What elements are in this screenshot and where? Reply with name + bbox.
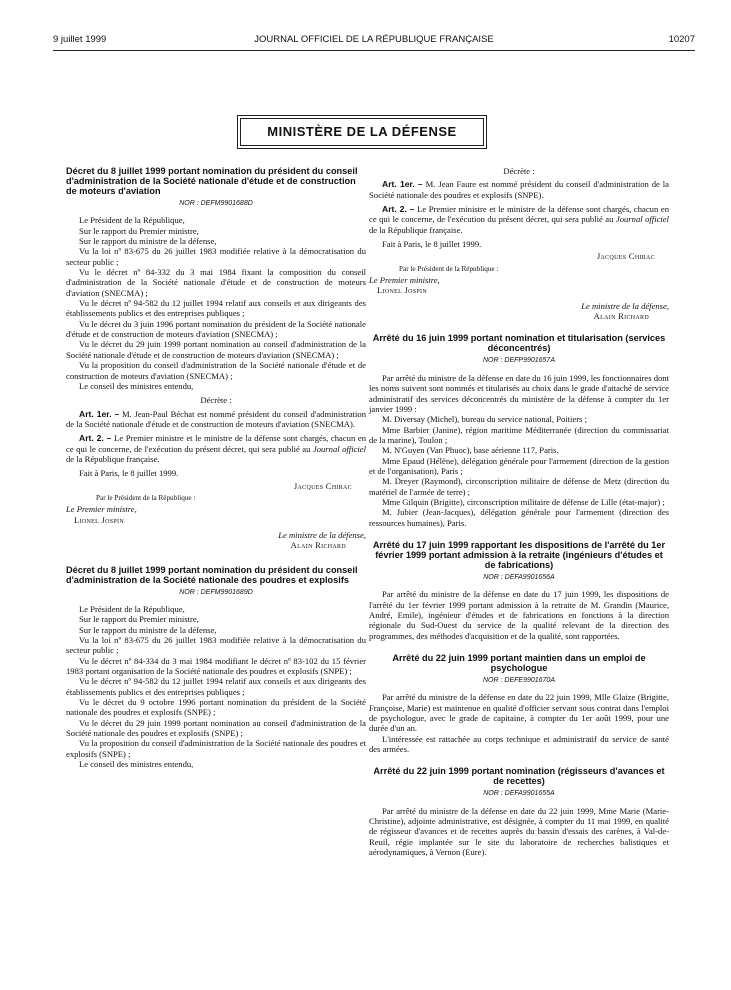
header-date: 9 juillet 1999 — [53, 34, 107, 45]
visa-line: Sur le rapport du ministre de la défense, — [79, 236, 217, 247]
header-rule — [53, 50, 695, 51]
signer-name: Jacques Chirac — [293, 480, 352, 491]
visa-line: Vu le décret du 3 juin 1996 portant nomination du président de la Société nationale d'étude et de construction de moteurs d'aviation (SNECMA) ; — [66, 318, 366, 340]
arrete-title: Arrêté du 22 juin 1999 portant maintien dans un emploi de psychologue — [392, 653, 646, 674]
nor-code: DEFP9901657A — [504, 357, 555, 365]
article-text-end: de la République française. — [66, 453, 160, 464]
visa-line: Sur le rapport du Premier ministre, — [79, 614, 199, 625]
nor-code: DEFM9901689D — [200, 588, 253, 596]
nor-code: DEFA9901655A — [504, 790, 555, 798]
decree-snpe — [66, 565, 366, 770]
article-1 — [66, 409, 366, 430]
visa-line: Sur le rapport du ministre de la défense, — [79, 624, 217, 635]
header-page-number: 10207 — [668, 34, 695, 45]
fait-a-paris: Fait à Paris, le 8 juillet 1999. — [79, 468, 179, 479]
article-text: M. Jean Faure est nommé président du conseil d'administration de la Société nationale des poudres et explosifs (SNPE). — [369, 179, 669, 200]
nor-label: NOR : — [483, 573, 503, 581]
par-le-president: Par le Président de la République : — [96, 493, 196, 502]
arrete-text: L'intéressée est rattachée au corps technique et administratif du service de santé des armées. — [369, 733, 669, 755]
visa-line: Vu la proposition du conseil d'administration de la Société nationale d'étude et de construction de moteurs d'aviation (SNECMA) ; — [66, 360, 366, 381]
header-journal-title: JOURNAL OFFICIEL DE LA RÉPUBLIQUE FRANÇAISE — [254, 34, 494, 45]
nor-reference — [66, 199, 366, 209]
page-header — [53, 34, 695, 48]
arrete-title: Arrêté du 17 juin 1999 rapportant les dispositions de l'arrêté du 1er février 1999 portant admission à la retraite (ingénieurs d'études et de fabrications) — [372, 539, 666, 570]
visa-line: Sur le rapport du Premier ministre, — [79, 225, 199, 236]
arrete-intro: Par arrêté du ministre de la défense en date du 16 juin 1999, les fonctionnaires dont les noms suivent sont nommés et titularisés au choix dans le grade d'attaché de service administratif des services déconcentrés du ministère de la défense à compter du 1er janvier 1999 : — [369, 372, 669, 414]
pm-name: Lionel Jospin — [74, 514, 124, 525]
arrete-title: Arrêté du 16 juin 1999 portant nomination et titularisation (services déconcentrés) — [372, 333, 666, 354]
visa-line: Vu le décret du 29 juin 1999 portant nomination au conseil d'administration de la Société nationale des poudres et explosifs (SNPE) ; — [66, 717, 366, 739]
right-column — [369, 166, 669, 858]
nor-reference — [369, 573, 669, 583]
visa-line: Le conseil des ministres entendu, — [79, 380, 194, 391]
visa-line: Le Président de la République, — [79, 604, 185, 614]
arrete-titularisation — [369, 333, 669, 528]
nominee-item: Mme Gilquin (Brigitte), circonscription militaire de défense de Lille (état-major) ; — [382, 496, 665, 507]
arrete-text: Par arrêté du ministre de la défense en date du 22 juin 1999, Mlle Glaize (Brigitte, Françoise, Marie) est maintenue en qualité d'officier servant sous contrat dans l'emploi de psychologue, avec le grade de capitaine, à compter du 1er août 1999, pour une durée d'un an. — [369, 692, 669, 734]
decrete-heading: Décrète : — [200, 395, 232, 406]
nor-reference — [369, 789, 669, 799]
decree-snpe-continued — [369, 166, 669, 321]
ministry-heading: MINISTÈRE DE LA DÉFENSE — [240, 118, 484, 146]
arrete-retraite — [369, 540, 669, 641]
journal-officiel-ref: Journal officiel — [312, 443, 366, 454]
visa-line: Vu la loi nº 83-675 du 26 juillet 1983 modifiée relative à la démocratisation du secteur public ; — [66, 635, 366, 656]
visa-line: Le conseil des ministres entendu, — [79, 759, 194, 770]
pm-name: Lionel Jospin — [377, 285, 427, 296]
minister-name: Alain Richard — [593, 311, 649, 322]
arrete-text: Par arrêté du ministre de la défense en date du 17 juin 1999, les dispositions de l'arrêté du 1er février 1999 portant admission à la retraite de M. Grandin (Maurice, André, Emile), ingénieur d'études et de fabrications en fonctions à la direction régionale du Sud-Ouest du service de la qualité relevant de la direction des programmes, des méthodes d'acquisition et de la qualité, sont rapportées. — [369, 589, 669, 641]
article-label: Art. 1er. – — [79, 408, 120, 419]
nor-reference — [66, 588, 366, 598]
nor-reference — [369, 676, 669, 686]
nor-code: DEFM9901688D — [200, 200, 253, 207]
decree-title: Décret du 8 juillet 1999 portant nomination du président du conseil d'administration de la Société nationale des poudres et explosifs — [66, 564, 358, 585]
article-text: M. Jean-Paul Béchat est nommé président du conseil d'administration de la Société nationale d'étude et de construction de moteurs d'aviation (SNECMA). — [66, 408, 367, 429]
left-column — [66, 166, 366, 770]
nor-label: NOR : — [483, 790, 503, 798]
visa-line: Vu le décret nº 84-334 du 3 mai 1984 modifiant le décret nº 83-102 du 15 février 1983 portant organisation de la Société nationale des poudres et explosifs (SNPE) ; — [66, 655, 366, 677]
article-2 — [66, 433, 366, 464]
nominee-item: M. Dreyer (Raymond), circonscription militaire de défense de Metz (direction du matériel de l'armée de terre) ; — [369, 476, 669, 497]
article-2 — [369, 204, 669, 235]
nominee-item: M. Diversay (Michel), bureau du service national, Poitiers ; — [382, 414, 587, 425]
nor-label: NOR : — [179, 200, 199, 207]
arrete-text: Par arrêté du ministre de la défense en date du 22 juin 1999, Mme Marie (Marie-Christine), adjointe administrative, est désignée, à compter du 11 mai 1999, en qualité de régisseur d'avances et de recettes auprès du bassin d'essais des carènes, à Val-de-Reuil, régie implantée sur le site du laboratoire de recherches balistiques et aérodynamiques, à Vernon (Eure). — [369, 805, 669, 858]
decree-title: Décret du 8 juillet 1999 portant nomination du président du conseil d'administration de la Société nationale d'étude et de construction de moteurs d'aviation — [66, 166, 358, 196]
article-label: Art. 2. – — [79, 433, 112, 444]
visa-line: Le Président de la République, — [79, 215, 185, 226]
nor-code: DEFA9901656A — [504, 573, 555, 581]
nominee-item: Mme Epaud (Hélène), délégation générale pour l'armement (direction de la gestion et de l'organisation), Paris ; — [369, 455, 669, 476]
decree-snecma — [66, 166, 366, 551]
nor-reference — [369, 356, 669, 366]
visa-line: Vu le décret nº 84-332 du 3 mai 1984 fixant la composition du conseil d'administration de la Société nationale d'étude et de construction de moteurs d'aviation (SNECMA) ; — [66, 267, 366, 298]
nominee-item: M. N'Guyen (Van Phuoc), base aérienne 117, Paris. — [382, 445, 559, 456]
decrete-heading: Décrète : — [503, 166, 535, 176]
journal-officiel-ref: Journal officiel — [615, 214, 669, 225]
arrete-regisseurs — [369, 766, 669, 857]
arrete-psychologue — [369, 653, 669, 754]
nor-label: NOR : — [483, 677, 503, 685]
visa-line: Vu le décret nº 94-582 du 12 juillet 1994 relatif aux conseils et aux dirigeants des établissements publics et des entreprises publiques ; — [66, 298, 366, 319]
minister-title: Le ministre de la défense, — [581, 300, 669, 311]
visa-line: Vu le décret du 29 juin 1999 portant nomination au conseil d'administration de la Société nationale d'étude et de construction de moteurs d'aviation (SNECMA) ; — [66, 339, 366, 360]
nor-code: DEFE9901670A — [504, 677, 555, 685]
minister-name: Alain Richard — [290, 540, 346, 551]
article-text: Le Premier ministre et le ministre de la défense sont chargés, chacun en ce qui le concerne, de l'exécution du présent décret, qui sera publié au — [66, 433, 366, 454]
article-label: Art. 1er. – — [382, 179, 423, 190]
nominee-item: Mme Barbier (Janine), région maritime Méditerranée (direction du commissariat de la marine), Toulon ; — [369, 424, 669, 445]
article-1 — [369, 179, 669, 200]
visa-line: Vu le décret nº 94-582 du 12 juillet 1994 relatif aux conseils et aux dirigeants des établissements publics et des entreprises publiques ; — [66, 676, 366, 697]
arrete-title: Arrêté du 22 juin 1999 portant nomination (régisseurs d'avances et de recettes) — [373, 766, 665, 787]
article-text: Le Premier ministre et le ministre de la défense sont chargés, chacun en ce qui le concerne, de l'exécution du présent décret, qui sera publié au — [369, 204, 669, 225]
fait-a-paris: Fait à Paris, le 8 juillet 1999. — [382, 239, 482, 250]
par-le-president: Par le Président de la République : — [399, 264, 499, 273]
nominee-item: M. Jubier (Jean-Jacques), délégation générale pour l'armement (direction des ressources humaines), Paris. — [369, 507, 669, 528]
visa-line: Vu le décret du 9 octobre 1996 portant nomination du président de la Société nationale des poudres et explosifs (SNPE) ; — [66, 697, 366, 718]
nor-label: NOR : — [483, 357, 503, 365]
visa-line: Vu la proposition du conseil d'administration de la Société nationale des poudres et explosifs (SNPE) ; — [66, 738, 366, 759]
signer-name: Jacques Chirac — [596, 251, 655, 262]
minister-title: Le ministre de la défense, — [278, 529, 366, 540]
article-label: Art. 2. – — [382, 204, 415, 215]
visa-line: Vu la loi nº 83-675 du 26 juillet 1983 modifiée relative à la démocratisation du secteur public ; — [66, 246, 366, 267]
pm-title: Le Premier ministre, — [369, 275, 440, 286]
pm-title: Le Premier ministre, — [66, 504, 137, 515]
nor-label: NOR : — [179, 588, 199, 596]
article-text-end: de la République française. — [369, 224, 463, 235]
